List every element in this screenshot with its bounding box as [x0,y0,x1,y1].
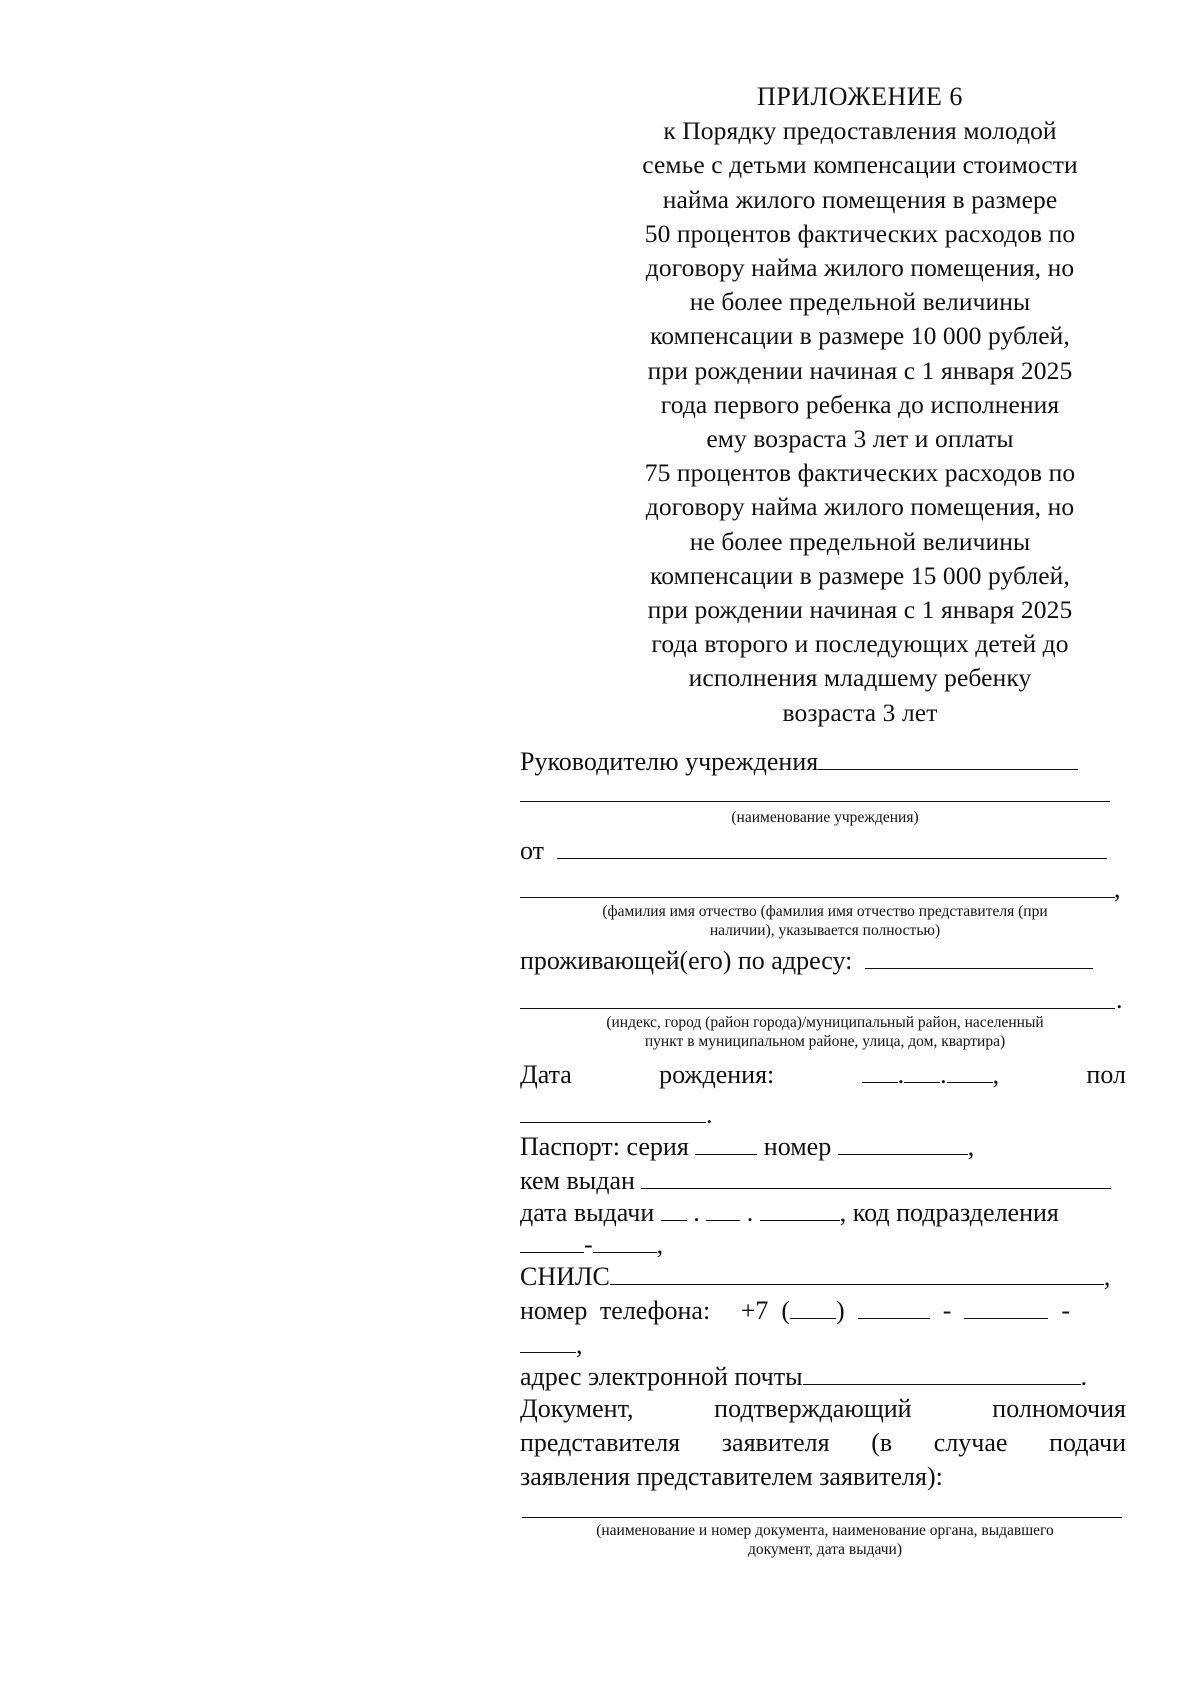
name-caption-line: наличии), указывается полностью) [709,922,941,939]
division-code-row [520,1230,1130,1260]
email-field[interactable] [803,1362,1081,1385]
doc-row-1 [520,1394,1126,1424]
issued-by-row [520,1166,1130,1196]
doc-word: подачи [1049,1428,1126,1457]
representative-document-field[interactable] [522,1517,1122,1518]
passport-series-field[interactable] [695,1132,757,1155]
from-label: от [520,836,545,865]
from-row [520,836,1130,866]
doc-word: полномочия [992,1394,1126,1423]
header-line: исполнения младшему ребенку [688,663,1032,693]
phone-prefix: +7 [740,1296,769,1325]
email-label: адрес электронной почты [520,1362,803,1391]
issue-date-row [520,1198,1130,1228]
phone-row-2: , [520,1330,1130,1360]
address-caption [520,1013,1130,1051]
doc-word: подтверждающий [714,1394,912,1423]
issue-date-field[interactable]: . . [661,1198,840,1227]
header-line: возраста 3 лет [782,697,938,727]
header-line: семье с детьми компенсации стоимости [642,150,1078,180]
from-field-line-2[interactable] [520,897,1115,898]
doc-caption-line: документ, дата выдачи) [747,1541,903,1558]
header-line: 75 процентов фактических расходов по [644,458,1076,488]
phone-label-2: телефона: [599,1296,711,1325]
address-label: проживающей(его) по адресу: [520,946,853,975]
doc-word: Документ, [520,1394,634,1423]
header-line: найма жилого помещения в размере [662,184,1058,214]
issued-by-label: кем выдан [520,1166,635,1195]
address-caption-line: пункт в муниципальном районе, улица, дом, квартира) [644,1033,1006,1050]
name-caption-line: (фамилия имя отчество (фамилия имя отчество представителя (при [602,903,1048,920]
doc-word: заявителя [721,1428,830,1457]
phone-row [520,1296,1130,1326]
division-code-label: , код подразделения [839,1198,1059,1227]
recipient-row [520,747,1130,777]
gender-field[interactable] [520,1100,706,1123]
gender-label: пол [1086,1060,1126,1089]
recipient-field[interactable] [818,747,1078,770]
header-line: договору найма жилого помещения, но [645,492,1075,522]
address-row [520,946,1130,976]
email-row: адрес электронной почты . [520,1362,1088,1391]
header-line: не более предельной величины [689,526,1031,556]
appendix-header [600,80,1120,730]
recipient-field-line-2[interactable] [520,801,1110,802]
issue-date-label: дата выдачи [520,1198,655,1227]
doc-caption [520,1521,1130,1559]
snils-field[interactable] [610,1262,1104,1285]
header-line: договору найма жилого помещения, но [645,253,1075,283]
appendix-title: ПРИЛОЖЕНИЕ 6 [757,82,963,111]
issued-by-field[interactable] [641,1166,1111,1189]
header-line: компенсации в размере 10 000 рублей, [650,321,1070,351]
header-line: ему возраста 3 лет и оплаты [706,424,1014,454]
address-caption-line: (индекс, город (район города)/муниципальный район, населенный [606,1014,1044,1031]
name-caption [520,902,1130,940]
header-line: 50 процентов фактических расходов по [644,218,1076,248]
recipient-caption: (наименование учреждения) [731,809,919,826]
recipient-label: Руководителю учреждения [520,747,819,776]
division-code-field[interactable]: - , [520,1230,663,1259]
birth-date-field[interactable]: . . , [862,1060,1000,1090]
gender-row: . [520,1100,1130,1130]
snils-label: СНИЛС [520,1262,610,1291]
phone-field-end[interactable] [520,1330,576,1353]
doc-word: случае [933,1428,1008,1457]
address-field[interactable] [865,946,1093,969]
phone-field[interactable]: ( ) - - [774,1296,1071,1325]
birth-date-label-1: Дата [520,1060,572,1089]
header-line: не более предельной величины [689,287,1031,317]
header-line: к Порядку предоставления молодой [663,116,1057,146]
header-line: при рождении начиная с 1 января 2025 [647,595,1073,625]
header-line: года второго и последующих детей до [651,629,1069,659]
doc-word: представителя [520,1428,681,1457]
birth-date-label-2: рождения: [659,1060,775,1089]
passport-number-field[interactable] [838,1132,968,1155]
birth-date-row [520,1060,1126,1090]
doc-row-2 [520,1428,1126,1458]
address-field-line-2[interactable] [520,1008,1115,1009]
snils-row: СНИЛС , [520,1262,1111,1291]
passport-number-label: номер [763,1132,832,1161]
passport-series-label: Паспорт: серия [520,1132,689,1161]
doc-caption-line: (наименование и номер документа, наименование органа, выдавшего [596,1522,1054,1539]
document-page: ПРИЛОЖЕНИЕ 6 к Порядку предоставления молодой семье с детьми компенсации стоимости найма жилого помещения в размере 50 процентов фактических расходов по договору найма жилого помещения, но не более предельной величины компенсации в размере 10 000 рублей, при рождении начиная с 1 января 2025 года первого ребенка до исполнения ему возраста 3 лет и оплаты 75 процентов фактических расходов по договору найма жилого помещения, но не более предельной величины компенсации в размере 15 000 рублей, при рождении начиная с 1 января 2025 года второго и последующих детей до исполнения младшему ребенку возраста 3 лет Руководителю учреждения (наименование учреждения) от , (фамилия имя отчество (фамилия имя отчество представителя (при наличии), указывается полностью) проживающей(его) по адресу: . (индекс, город (район города)/муниципальный район, населенный пункт в муниципальном районе, улица, дом, квартира) Дата рождения: . . , пол . Паспорт: серия номер , кем выдан дата выдачи . . , код подразделения - , СНИЛС , номер телефона: +7 ( ) - - , адрес электронной почты . Документ, подтверждающий полномочия представителя заявителя (в случае подачи заявления представителем заявителя): (наименование и номер документа, наименование органа, выдавшего документ, дата выдачи) [0,0,1200,1693]
header-line: года первого ребенка до исполнения [660,389,1060,419]
header-line: компенсации в размере 15 000 рублей, [650,560,1070,590]
doc-row-3: заявления представителем заявителя): [520,1462,943,1491]
doc-word: (в [871,1428,893,1457]
passport-row: Паспорт: серия номер , [520,1132,975,1161]
from-field[interactable] [557,836,1107,859]
header-line: при рождении начиная с 1 января 2025 [647,355,1073,385]
phone-label-1: номер [520,1296,588,1325]
